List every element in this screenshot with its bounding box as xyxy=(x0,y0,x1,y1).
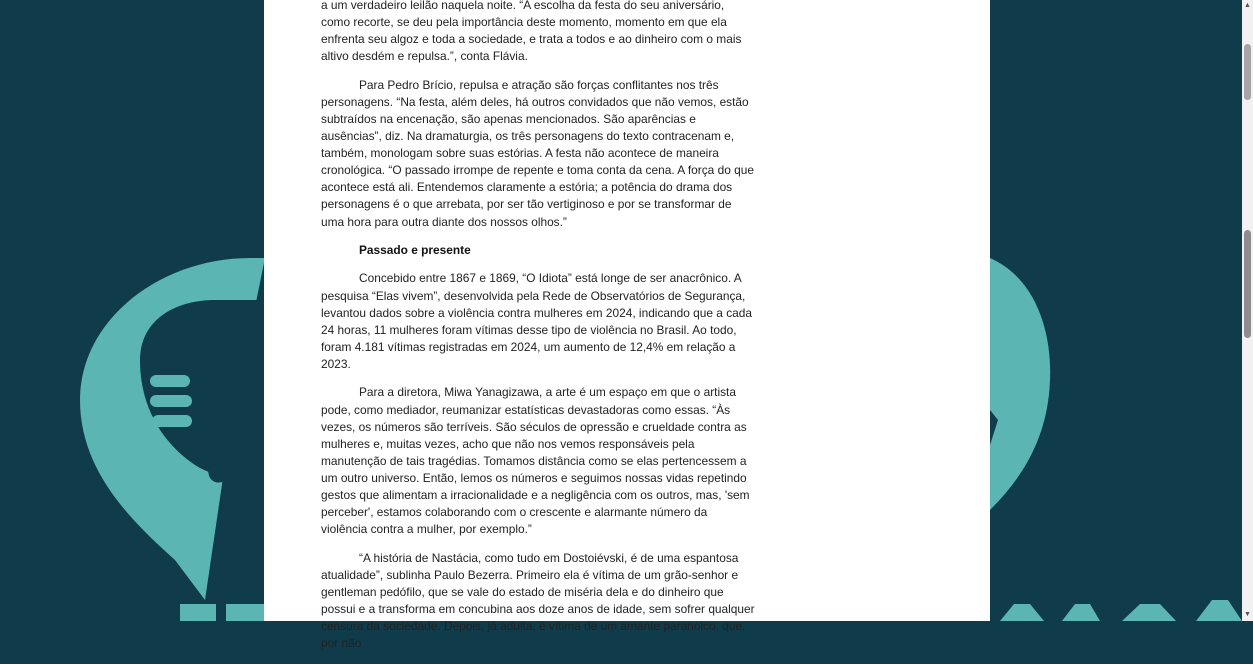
vertical-scrollbar[interactable] xyxy=(1242,0,1253,621)
article-body xyxy=(321,0,755,664)
article-paragraph-1: a um verdadeiro leilão naquela noite. “A escolha da festa do seu aniversário, como recorte, se deu pela importância deste momento, momento em que ela enfrenta seu algoz e toda a sociedade, e trata a todos e ao dinheiro com o mais altivo desdém e repulsa.”, conta Flávia. xyxy=(321,0,742,64)
section-subheading: Passado e presente xyxy=(359,243,471,257)
scroll-up-arrow-icon[interactable]: ▲ xyxy=(1244,2,1251,9)
scroll-down-arrow-icon[interactable]: ▼ xyxy=(1244,611,1251,618)
article-paragraph-3: Concebido entre 1867 e 1869, “O Idiota” está longe de ser anacrônico. A pesquisa “Elas vivem”, desenvolvida pela Rede de Observatórios de Segurança, levantou dados sobre a violência contra mulheres em 2024, indicando que a cada 24 horas, 11 mulheres foram vítimas desse tipo de violência no Brasil. Ao todo, foram 4.181 vítimas registradas em 2024, um aumento de 12,4% em relação a 2023. xyxy=(321,271,752,371)
article-page xyxy=(264,0,990,651)
right-pin-shape xyxy=(990,258,1050,510)
scrollbar-thumb-secondary[interactable] xyxy=(1244,44,1251,100)
scrollbar-thumb[interactable] xyxy=(1244,230,1251,338)
article-paragraph-4: Para a diretora, Miwa Yanagizawa, a arte é um espaço em que o artista pode, como mediador, reumanizar estatísticas devastadoras como essas. “Às vezes, os números são terríveis. São séculos de opressão e crueldade contra as mulheres e, muitas vezes, acho que não nos vemos responsáveis pela manutenção de tais tragédias. Tomamos distância como se elas pertencessem a um outro universo. Então, lemos os números e seguimos nossas vidas repetindo gestos que alimentam a irracionalidade e a negligência com os outros, mas, 'sem perceber', estamos colaborando com o crescente e alarmante número da violência contra a mulher, por exemplo.” xyxy=(321,385,750,537)
article-paragraph-2: Para Pedro Brício, repulsa e atração são forças conflitantes nos três personagens. “Na festa, além deles, há outros convidados que não vemos, estão subtraídos na encenação, são apenas mencionados. São aparências e ausências”, diz. Na dramaturgia, os três personagens do texto contracenam e, também, monologam sobre suas estórias. A festa não acontece de maneira cronológica. “O passado irrompe de repente e toma conta da cena. A força do que acontece está ali. Entendemos claramente a estória; a potência do drama dos personagens é o que arrebata, por ser tão vertiginoso e por se transformar de uma hora para outra diante dos nossos olhos.” xyxy=(321,77,754,229)
article-paragraph-5: “A história de Nastácia, como tudo em Dostoiévski, é de uma espantosa atualidade”, sublinha Paulo Bezerra. Primeiro ela é vítima de um grão-senhor e gentleman pedófilo, que se vale do estado de miséria dela e do dinheiro que possui e a transforma em concubina aos doze anos de idade, sem sofrer qualquer censura da sociedade. Depois, já adulta, é vítima de um amante paranoico, que, por não xyxy=(321,550,755,651)
